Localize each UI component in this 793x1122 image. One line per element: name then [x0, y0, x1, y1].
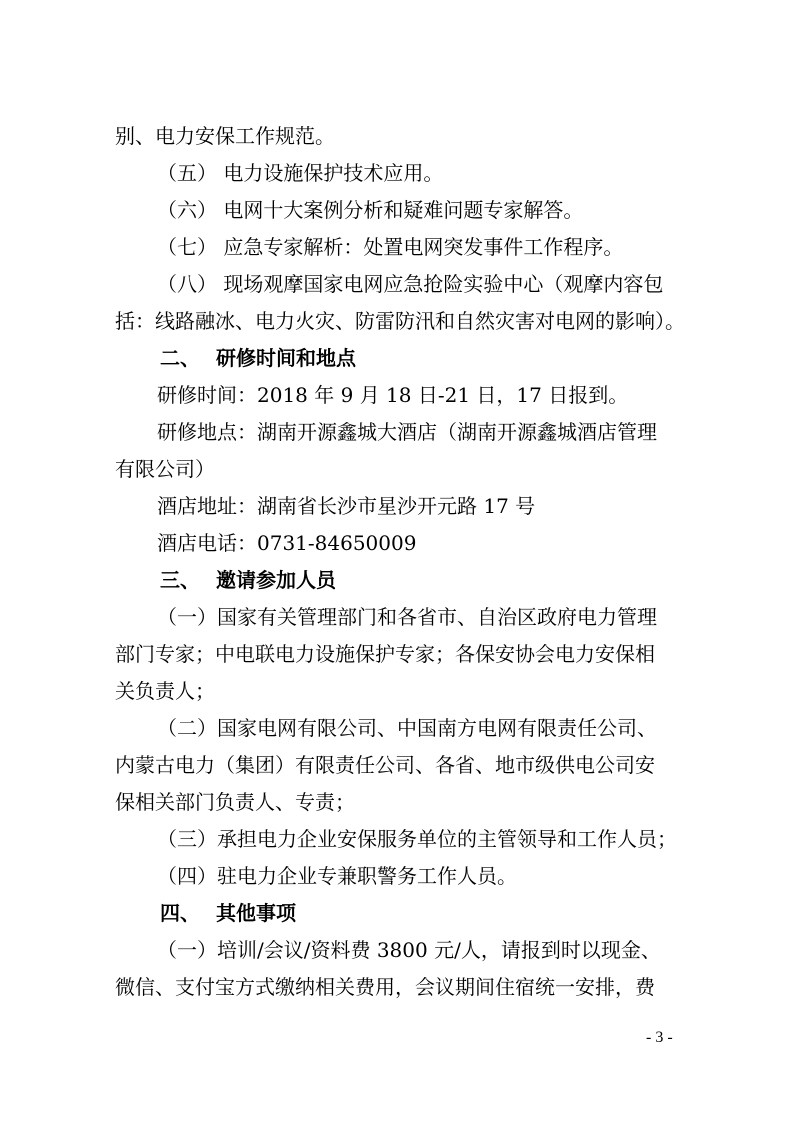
list-item-8-cont: 括：线路融冰、电力火灾、防雷防汛和自然灾害对电网的影响）。: [115, 309, 685, 333]
list-item-7: （七） 应急专家解析：处置电网突发事件工作程序。: [157, 235, 624, 259]
list-item-6: （六） 电网十大案例分析和疑难问题专家解答。: [157, 198, 584, 222]
other-item-1-cont: 微信、支付宝方式缴纳相关费用，会议期间住宿统一安排，费: [115, 975, 655, 999]
other-item-1: （一）培训/会议/资料费 3800 元/人，请报到时以现金、: [157, 938, 661, 962]
study-location-cont: 有限公司）: [115, 457, 215, 481]
invitee-item-2-cont: 保相关部门负责人、专责；: [115, 790, 355, 814]
section-number: 二、: [160, 346, 200, 370]
invitee-item-3: （三）承担电力企业安保服务单位的主管领导和工作人员；: [157, 827, 677, 851]
invitee-item-4: （四）驻电力企业专兼职警务工作人员。: [157, 864, 517, 888]
invitee-item-2: （二）国家电网有限公司、中国南方电网有限责任公司、: [157, 716, 657, 740]
section-heading-4: [160, 895, 296, 931]
section-title: 其他事项: [216, 901, 296, 925]
body-text-line: 别、电力安保工作规范。: [115, 124, 335, 148]
section-heading-2: [160, 340, 356, 376]
list-item-5: （五） 电力设施保护技术应用。: [157, 161, 444, 185]
invitee-item-1-cont: 关负责人；: [115, 679, 215, 703]
section-number: 三、: [160, 568, 200, 592]
section-title: 研修时间和地点: [216, 346, 356, 370]
invitee-item-2-cont: 内蒙古电力（集团）有限责任公司、各省、地市级供电公司安: [115, 753, 655, 777]
study-location: 研修地点：湖南开源鑫城大酒店（湖南开源鑫城酒店管理: [157, 420, 657, 444]
section-heading-3: [160, 562, 336, 598]
list-item-8: （八） 现场观摩国家电网应急抢险实验中心（观摩内容包: [157, 272, 664, 296]
section-number: 四、: [160, 901, 200, 925]
invitee-item-1: （一）国家有关管理部门和各省市、自治区政府电力管理: [157, 605, 657, 629]
page-number: - 3 -: [646, 1029, 673, 1046]
section-title: 邀请参加人员: [216, 568, 336, 592]
hotel-phone: 酒店电话：0731-84650009: [157, 531, 417, 555]
hotel-address: 酒店地址：湖南省长沙市星沙开元路 17 号: [157, 494, 536, 518]
study-time: 研修时间：2018 年 9 月 18 日-21 日，17 日报到。: [157, 383, 629, 407]
invitee-item-1-cont: 部门专家；中电联电力设施保护专家；各保安协会电力安保相: [115, 642, 655, 666]
